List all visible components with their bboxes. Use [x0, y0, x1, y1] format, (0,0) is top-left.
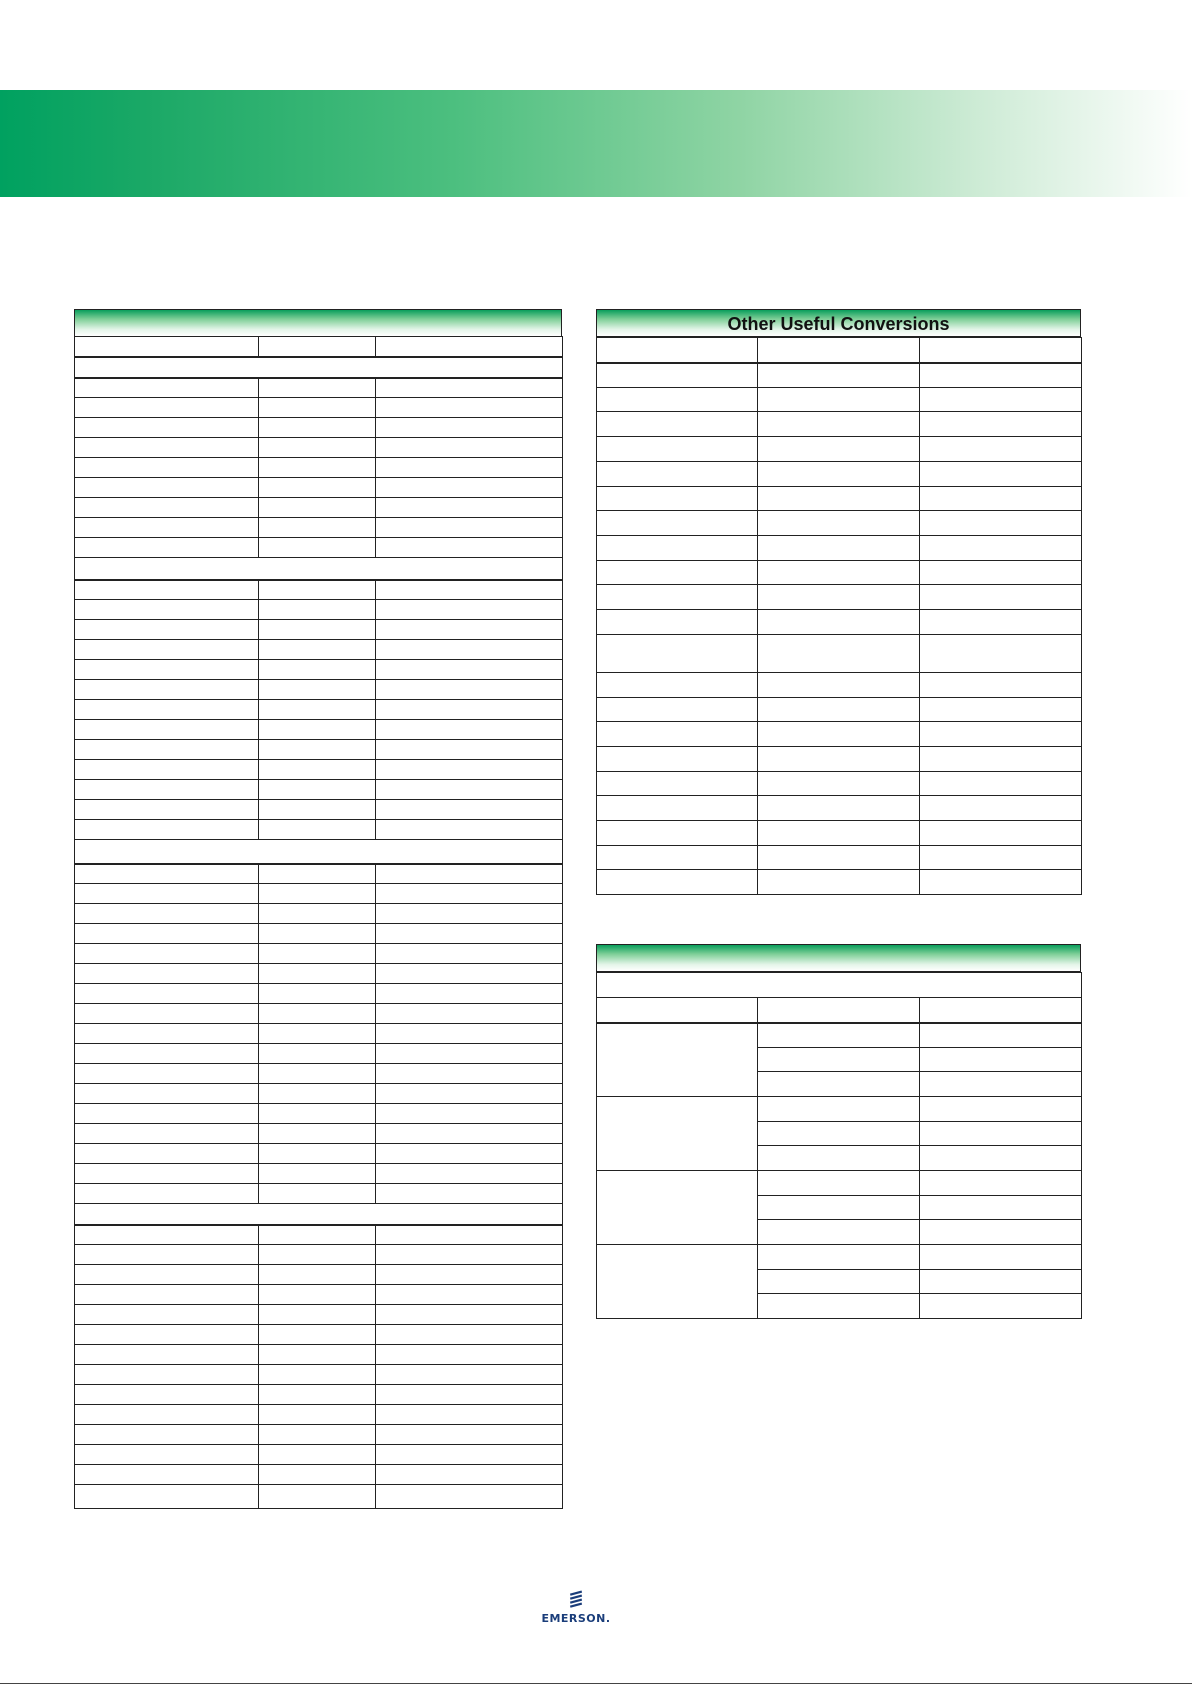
- table-row: [75, 864, 563, 884]
- table-row: [597, 846, 1082, 870]
- table-row: [75, 1144, 563, 1164]
- table-row: [75, 518, 563, 538]
- table-row: [597, 388, 1082, 412]
- table-header-row: [75, 337, 563, 357]
- table-row: [75, 1445, 563, 1465]
- emerson-logo: [536, 1590, 616, 1626]
- table-row: [597, 487, 1082, 511]
- table-row: [75, 1465, 563, 1485]
- logo-text: EMERSON.: [541, 1612, 611, 1625]
- grouped-table-title: [596, 944, 1081, 972]
- left-table-title: [74, 309, 562, 337]
- table-row: [597, 412, 1082, 437]
- section-row: [75, 1204, 563, 1225]
- table-row: [75, 984, 563, 1004]
- table-row: [75, 1164, 563, 1184]
- section-row: [597, 973, 1082, 998]
- left-conversion-table: [74, 336, 563, 1509]
- table-row: [597, 821, 1082, 846]
- footer-divider: [0, 1683, 1192, 1684]
- table-row: [75, 820, 563, 840]
- table-row: [75, 964, 563, 984]
- table-row: [597, 870, 1082, 895]
- table-row: [597, 698, 1082, 722]
- table-row: [75, 1084, 563, 1104]
- header-banner: [0, 90, 1192, 197]
- table-row: [75, 458, 563, 478]
- emerson-logo-mark-icon: [566, 1590, 586, 1610]
- table-row: [597, 363, 1082, 388]
- other-conversions-table: [596, 337, 1082, 895]
- table-row: [75, 780, 563, 800]
- table-row: [75, 600, 563, 620]
- table-row: [75, 924, 563, 944]
- table-row: [75, 884, 563, 904]
- table-row: [75, 1485, 563, 1509]
- table-row: [75, 398, 563, 418]
- table-row: [75, 740, 563, 760]
- table-row: [597, 1023, 1082, 1048]
- table-row: [75, 1365, 563, 1385]
- table-row: [75, 1245, 563, 1265]
- grouped-conversion-table: [596, 972, 1082, 1319]
- table-row: [75, 640, 563, 660]
- table-row: [75, 1044, 563, 1064]
- table-row: [75, 760, 563, 780]
- table-row: [75, 418, 563, 438]
- table-row: [75, 1405, 563, 1425]
- table-row: [75, 1004, 563, 1024]
- table-row: [75, 680, 563, 700]
- table-row: [597, 536, 1082, 561]
- table-row: [75, 1225, 563, 1245]
- table-row: [75, 478, 563, 498]
- table-row: [75, 1104, 563, 1124]
- table-row: [75, 1265, 563, 1285]
- table-row: [597, 1171, 1082, 1196]
- table-row: [597, 462, 1082, 487]
- table-row: [597, 673, 1082, 698]
- other-conversions-title: Other Useful Conversions: [596, 309, 1081, 337]
- table-row: [597, 772, 1082, 796]
- table-row: [75, 438, 563, 458]
- table-row: [597, 796, 1082, 821]
- table-row: [597, 561, 1082, 585]
- table-row: [75, 1124, 563, 1144]
- table-row: [597, 1245, 1082, 1270]
- table-row: [597, 722, 1082, 747]
- table-row: [75, 1345, 563, 1365]
- table-row: [75, 538, 563, 558]
- table-row: [75, 700, 563, 720]
- table-row: [597, 747, 1082, 772]
- table-row: [75, 580, 563, 600]
- table-header-row: [597, 338, 1082, 363]
- table-row: [75, 378, 563, 398]
- table-row: [75, 1064, 563, 1084]
- table-row: [75, 1285, 563, 1305]
- table-row: [75, 1305, 563, 1325]
- table-row: [597, 610, 1082, 635]
- table-row: [597, 635, 1082, 673]
- table-row: [75, 1024, 563, 1044]
- table-row: [75, 944, 563, 964]
- section-row: [75, 840, 563, 864]
- table-row: [597, 437, 1082, 462]
- table-row: [75, 720, 563, 740]
- section-row: [75, 558, 563, 580]
- table-row: [75, 1184, 563, 1204]
- table-row: [75, 904, 563, 924]
- table-row: [597, 585, 1082, 610]
- section-row: [75, 357, 563, 378]
- table-row: [75, 1325, 563, 1345]
- table-row: [75, 1385, 563, 1405]
- table-row: [75, 660, 563, 680]
- table-row: [75, 620, 563, 640]
- table-row: [75, 800, 563, 820]
- table-row: [597, 1097, 1082, 1122]
- table-header-row: [597, 998, 1082, 1023]
- table-row: [75, 498, 563, 518]
- table-row: [597, 511, 1082, 536]
- table-row: [75, 1425, 563, 1445]
